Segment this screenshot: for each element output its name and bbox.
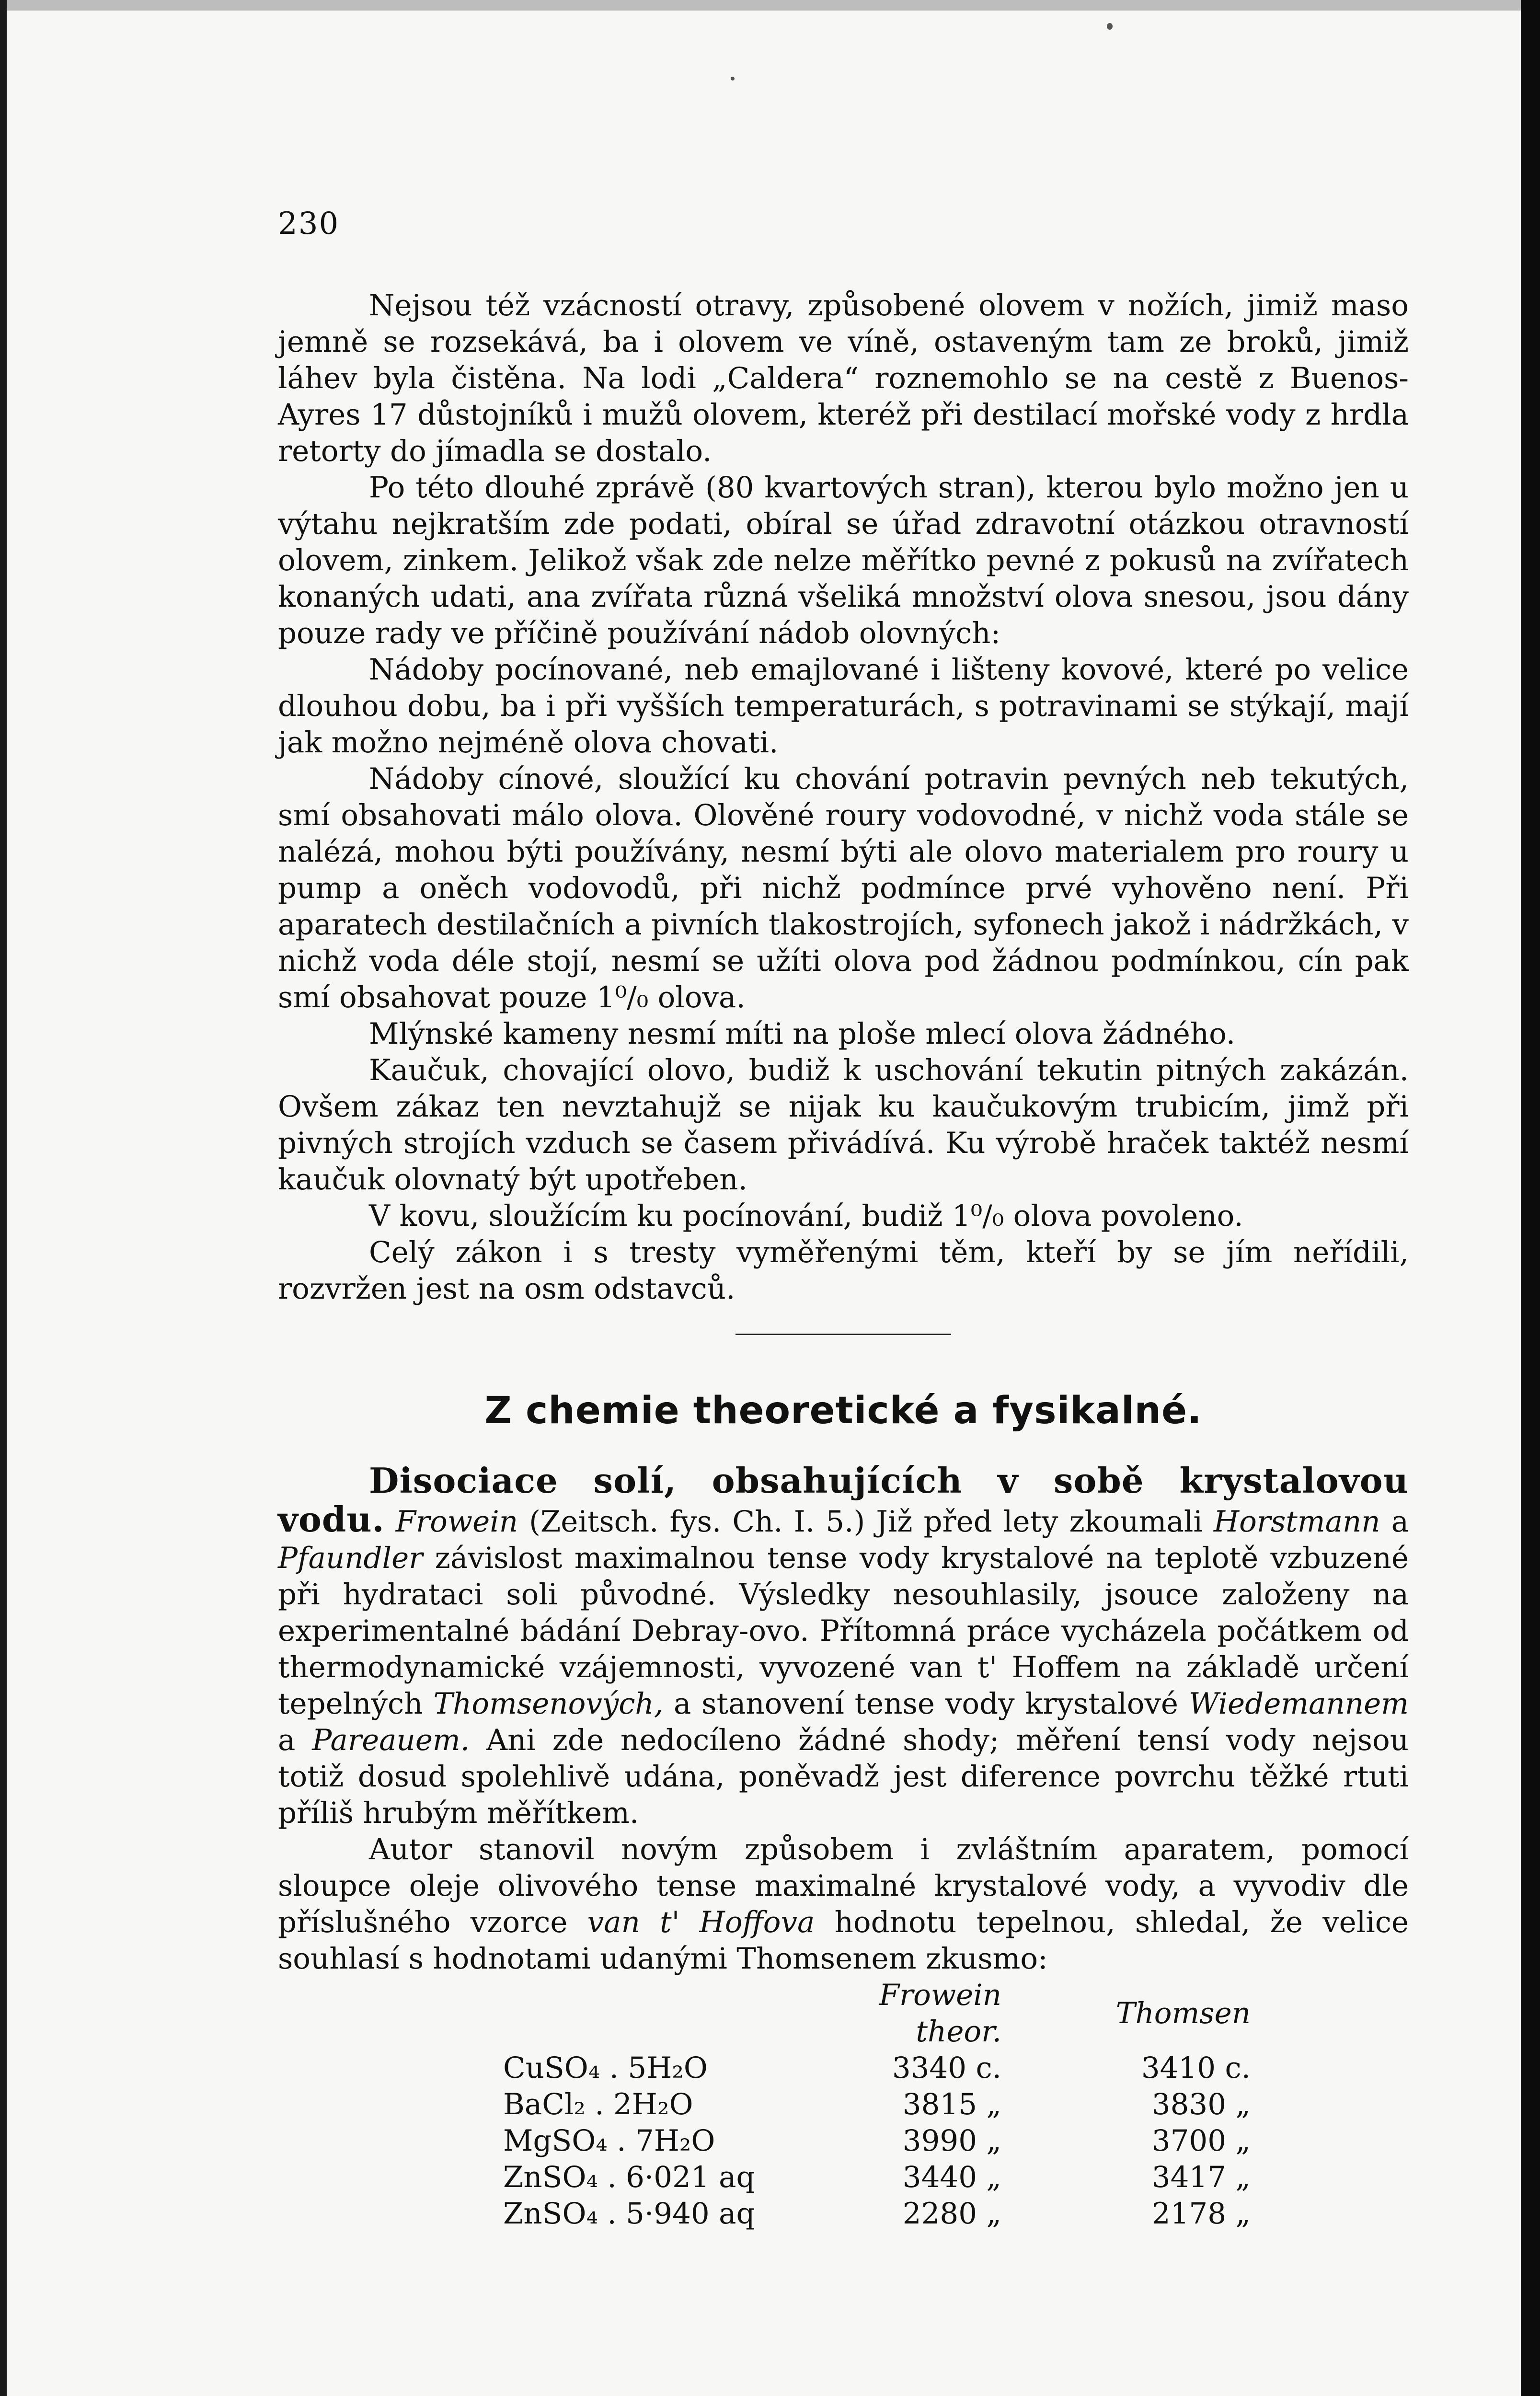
scan-left-edge xyxy=(0,0,7,2396)
table-cell-thomsen: 3700 „ xyxy=(1151,2124,1251,2158)
page-body xyxy=(278,288,1409,2232)
scan-right-edge xyxy=(1521,0,1540,2396)
table-cell-thomsen: 2178 „ xyxy=(1151,2197,1251,2231)
table-row xyxy=(503,2086,1260,2123)
paragraph: Po této dlouhé zprávě (80 kvartových stran), kterou bylo možno jen u výtahu nejkratším zde podati, obíral se úřad zdravotní otázkou otravností olovem, zinkem. Jelikož však zde nelze měřítko pevné z pokusů na zvířatech konaných udati, ana zvířata různá všeliká množství olova snesou, jsou dány pouze rady ve příčině používání nádob olovných: xyxy=(278,471,1409,650)
data-table xyxy=(503,1977,1260,2232)
table-header-row xyxy=(503,1977,1260,2050)
table-row xyxy=(503,2050,1260,2086)
paragraph: Celý zákon i s tresty vyměřenými těm, kteří by se jím neřídili, rozvržen jest na osm odstavců. xyxy=(278,1235,1409,1306)
table-cell-frowein: 2280 „ xyxy=(902,2197,1001,2231)
page-number: 230 xyxy=(278,206,340,242)
article-name: Wiedemannem xyxy=(1188,1687,1409,1721)
table-cell-frowein: 3815 „ xyxy=(902,2087,1001,2121)
article-name: Pfaundler xyxy=(278,1541,423,1575)
table-cell-compound: MgSO₄ . 7H₂O xyxy=(503,2124,715,2158)
scan-speck xyxy=(731,77,735,81)
paragraph: Nádoby pocínované, neb emajlované i lišteny kovové, které po velice dlouhou dobu, ba i při vyšších temperaturách, s potravinami se stýkají, mají jak možno nejméně olova chovati. xyxy=(278,653,1409,760)
article-name: van t' Hoffova xyxy=(587,1905,815,1939)
article-text: hodnotu tepelnou, shledal, že velice souhlasí s hodnotami udanými Thomsenem zkusmo: xyxy=(278,1905,1409,1976)
table-cell-compound: CuSO₄ . 5H₂O xyxy=(503,2051,708,2085)
paragraph: Kaučuk, chovající olovo, budiž k uschování tekutin pitných zakázán. Ovšem zákaz ten nevztahujž se nijak ku kaučukovým trubicím, jimž při pivných strojích vzduch se časem přivádívá. Ku výrobě hraček taktéž nesmí kaučuk olovnatý být upotřeben. xyxy=(278,1053,1409,1197)
table-row xyxy=(503,2159,1260,2196)
table-cell-compound: BaCl₂ . 2H₂O xyxy=(503,2087,693,2121)
article-name: Pareauem. xyxy=(312,1723,470,1757)
article-text: a xyxy=(278,1723,312,1757)
table-cell-frowein: 3990 „ xyxy=(902,2124,1001,2158)
table-header: Frowein theor. xyxy=(879,1978,1001,2049)
table-cell-compound: ZnSO₄ . 5·940 aq xyxy=(503,2197,755,2231)
paragraph: Nejsou též vzácností otravy, způsobené olovem v nožích, jimiž maso jemně se rozsekává, ba i olovem ve víně, ostaveným tam ze broků, jimiž láhev byla čistěna. Na lodi „Caldera“ roznemohlo se na cestě z Buenos-Ayres 17 důstojníků i mužů olovem, kteréž při destilací mořské vody z hrdla retorty do jímadla se dostalo. xyxy=(278,288,1409,468)
article-text: (Zeitsch. fys. Ch. I. 5.) Již před lety zkoumali xyxy=(518,1505,1214,1539)
section-title: Z chemie theoretické a fysikalné. xyxy=(484,1389,1202,1432)
article-name: Horstmann xyxy=(1213,1505,1380,1539)
table-header xyxy=(503,1977,800,2050)
table-cell-frowein: 3340 c. xyxy=(892,2051,1001,2085)
article-paragraph xyxy=(278,1832,1409,1977)
article-text: Autor stanovil novým způsobem i zvláštním aparatem, pomocí sloupce oleje olivového tense maximalné krystalové vody, a vyvodiv dle příslušného vzorce xyxy=(278,1832,1409,1939)
scan-top-edge xyxy=(0,0,1540,11)
article-title: Disociace solí, obsahujících v sobě krystalovou vodu. xyxy=(278,1460,1409,1540)
table-cell-thomsen: 3830 „ xyxy=(1151,2087,1251,2121)
article-text: Ani zde nedocíleno žádné shody; měření tensí vody nejsou totiž dosud spolehlivě udána, poněvadž jest diference povrchu těžké rtuti příliš hrubým měřítkem. xyxy=(278,1723,1409,1830)
table-cell-compound: ZnSO₄ . 6·021 aq xyxy=(503,2160,755,2194)
article-text: a xyxy=(1380,1505,1409,1539)
table-cell-thomsen: 3417 „ xyxy=(1151,2160,1251,2194)
table-header: Thomsen xyxy=(1115,1996,1251,2030)
scan-speck xyxy=(1107,23,1113,30)
table-cell-thomsen: 3410 c. xyxy=(1141,2051,1251,2085)
article-paragraph xyxy=(278,1460,1409,1832)
table-row xyxy=(503,2196,1260,2232)
paragraph: Nádoby cínové, sloužící ku chování potravin pevných neb tekutých, smí obsahovati málo olova. Olověné roury vodovodné, v nichž voda stále se nalézá, mohou býti používány, nesmí býti ale olovo materialem pro roury u pump a oněch vodovodů, při nichž podmínce prvé vyhověno není. Při aparatech destilačních a pivních tlakostrojích, syfonech jakož i nádržkách, v nichž voda déle stojí, nesmí se užíti olova pod žádnou podmínkou, cín pak smí obsahovat pouze 1⁰/₀ olova. xyxy=(278,762,1409,1014)
paragraph: Mlýnské kameny nesmí míti na ploše mlecí olova žádného. xyxy=(369,1017,1236,1051)
article-name: Thomsenových, xyxy=(433,1687,664,1721)
section-divider xyxy=(736,1334,951,1335)
table-cell-frowein: 3440 „ xyxy=(902,2160,1001,2194)
table-row xyxy=(503,2123,1260,2159)
article-author: Frowein xyxy=(395,1505,518,1539)
paragraph: V kovu, sloužícím ku pocínování, budiž 1⁰/₀ olova povoleno. xyxy=(369,1199,1243,1233)
article-text: závislost maximalnou tense vody krystalové na teplotě vzbuzené při hydrataci soli původné. Výsledky nesouhlasily, jsouce založeny na experimentalné bádání Debray-ovo. Přítomná práce vycházela počátkem od thermodynamické vzájemnosti, vyvozené van t' Hoffem na základě určení tepelných xyxy=(278,1541,1409,1721)
article-text: a stanovení tense vody krystalové xyxy=(663,1687,1189,1721)
